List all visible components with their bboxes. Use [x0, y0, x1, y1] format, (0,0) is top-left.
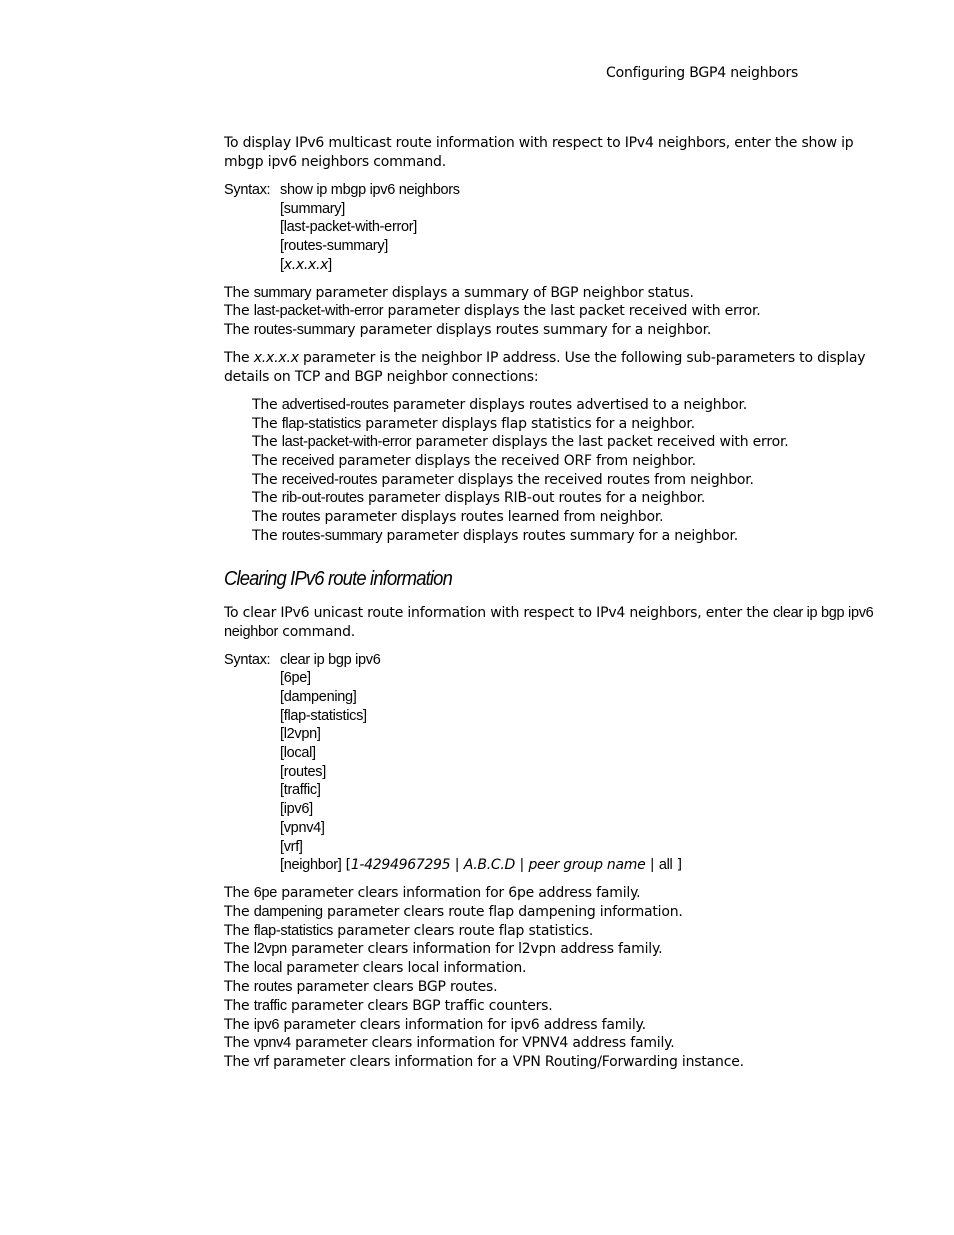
subparam-list — [224, 396, 874, 546]
syntax-line: [vpnv4] — [280, 819, 325, 836]
syntax-line-address: [x.x.x.x] — [280, 256, 332, 273]
section-heading: Clearing IPv6 route information — [224, 567, 452, 590]
param-description: The routes parameter clears BGP routes. — [224, 978, 498, 995]
subparam-description: The received-routes parameter displays the received routes from neighbor. — [252, 471, 754, 488]
syntax-line: [local] — [280, 745, 316, 762]
param-description: The routes-summary parameter displays routes summary for a neighbor. — [224, 322, 712, 339]
param-description: The flap-statistics parameter clears route flap statistics. — [224, 922, 594, 939]
syntax-line: [routes] — [280, 763, 326, 780]
clear-syntax-block — [224, 651, 874, 875]
subparam-description: The last-packet-with-error parameter displays the last packet received with error. — [252, 434, 789, 451]
param-description: The summary parameter displays a summary of BGP neighbor status. — [224, 284, 694, 301]
syntax-line: [l2vpn] — [280, 726, 321, 743]
param-description: The traffic parameter clears BGP traffic counters. — [224, 997, 553, 1014]
subparam-description: The rib-out-routes parameter displays RIB-out routes for a neighbor. — [252, 490, 706, 507]
syntax-line: [6pe] — [280, 670, 311, 687]
param-description: The l2vpn parameter clears information for l2vpn address family. — [224, 941, 663, 958]
syntax-label: Syntax: — [224, 182, 271, 198]
syntax-line: [flap-statistics] — [280, 707, 367, 724]
syntax-line: [dampening] — [280, 688, 357, 705]
syntax-line: [traffic] — [280, 782, 321, 799]
clear-intro: To clear IPv6 unicast route information with respect to IPv4 neighbors, enter the clear ip bgp ipv6 neighbor command. — [224, 604, 874, 640]
mbgp-syntax-block — [224, 181, 874, 275]
address-param-description: The x.x.x.x parameter is the neighbor IP address. Use the following sub-parameters to display details on TCP and BGP neighbor connections: — [224, 349, 866, 385]
page-content — [224, 134, 874, 1072]
mbgp-param-list — [224, 284, 874, 340]
syntax-line-neighbor: [neighbor] [1-4294967295 | A.B.C.D | peer group name | all ] — [280, 857, 682, 874]
param-description: The vpnv4 parameter clears information for VPNV4 address family. — [224, 1035, 675, 1052]
param-description: The vrf parameter clears information for a VPN Routing/Forwarding instance. — [224, 1054, 744, 1071]
syntax-line: show ip mbgp ipv6 neighbors — [280, 182, 460, 198]
syntax-line: [summary] — [280, 200, 345, 217]
param-description: The dampening parameter clears route flap dampening information. — [224, 903, 683, 920]
param-description: The local parameter clears local information. — [224, 960, 527, 977]
syntax-label: Syntax: — [224, 651, 271, 668]
syntax-line: [vrf] — [280, 838, 303, 855]
mbgp-intro: To display IPv6 multicast route information with respect to IPv4 neighbors, enter the show ip mbgp ipv6 neighbors command. — [224, 135, 854, 170]
syntax-line: clear ip bgp ipv6 — [280, 651, 381, 668]
param-description: The last-packet-with-error parameter displays the last packet received with error. — [224, 303, 761, 320]
syntax-line: [routes-summary] — [280, 238, 388, 255]
syntax-line: [ipv6] — [280, 801, 313, 818]
subparam-description: The routes parameter displays routes learned from neighbor. — [252, 509, 664, 526]
subparam-description: The received parameter displays the received ORF from neighbor. — [252, 453, 696, 470]
subparam-description: The flap-statistics parameter displays flap statistics for a neighbor. — [252, 415, 695, 432]
subparam-description: The advertised-routes parameter displays routes advertised to a neighbor. — [252, 396, 748, 413]
clear-param-list — [224, 884, 874, 1072]
param-description: The ipv6 parameter clears information for ipv6 address family. — [224, 1016, 646, 1033]
syntax-line: [last-packet-with-error] — [280, 219, 418, 236]
subparam-description: The routes-summary parameter displays routes summary for a neighbor. — [252, 527, 739, 544]
running-header: Configuring BGP4 neighbors — [606, 65, 799, 81]
param-description: The 6pe parameter clears information for 6pe address family. — [224, 884, 641, 901]
